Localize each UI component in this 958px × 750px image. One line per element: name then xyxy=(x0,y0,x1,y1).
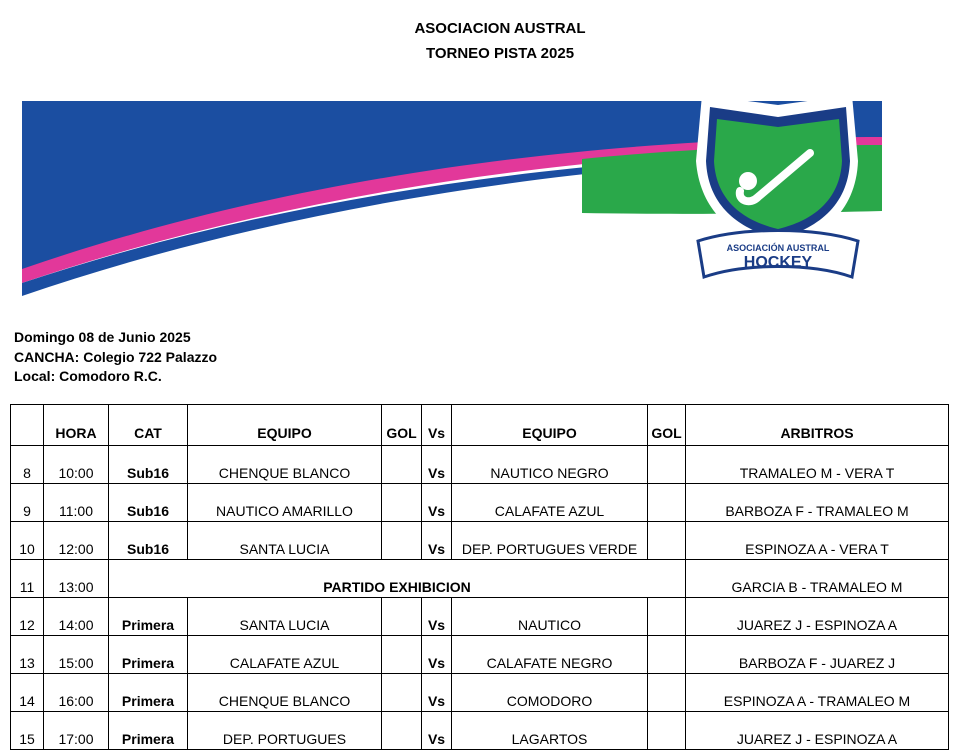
match-gol-1 xyxy=(382,484,422,522)
match-gol-1 xyxy=(382,636,422,674)
match-equipo-1: CHENQUE BLANCO xyxy=(188,674,382,712)
match-vs: Vs xyxy=(422,712,452,750)
match-arbitros: JUAREZ J - ESPINOZA A xyxy=(686,598,949,636)
match-arbitros: GARCIA B - TRAMALEO M xyxy=(686,560,949,598)
match-num: 13 xyxy=(11,636,44,674)
match-num: 8 xyxy=(11,446,44,484)
match-cat: Primera xyxy=(109,674,188,712)
match-hora: 12:00 xyxy=(44,522,109,560)
match-num: 12 xyxy=(11,598,44,636)
logo-ribbon-text: ASOCIACIÓN AUSTRAL xyxy=(726,243,830,253)
match-vs: Vs xyxy=(422,522,452,560)
match-equipo-2: NAUTICO NEGRO xyxy=(452,446,648,484)
schedule-table xyxy=(10,404,949,750)
match-hora: 14:00 xyxy=(44,598,109,636)
match-equipo-2: CALAFATE NEGRO xyxy=(452,636,648,674)
match-arbitros: BARBOZA F - TRAMALEO M xyxy=(686,484,949,522)
table-row xyxy=(11,446,949,484)
logo-hockey-word: HOCKEY xyxy=(743,254,813,271)
match-gol-2 xyxy=(648,674,686,712)
match-arbitros: BARBOZA F - JUAREZ J xyxy=(686,636,949,674)
match-vs: Vs xyxy=(422,636,452,674)
match-hora: 10:00 xyxy=(44,446,109,484)
match-arbitros: ESPINOZA A - TRAMALEO M xyxy=(686,674,949,712)
match-vs: Vs xyxy=(422,484,452,522)
col-equipo-2: EQUIPO xyxy=(452,405,648,446)
match-equipo-1: CHENQUE BLANCO xyxy=(188,446,382,484)
col-equipo-1: EQUIPO xyxy=(188,405,382,446)
match-cat: Sub16 xyxy=(109,446,188,484)
match-gol-2 xyxy=(648,484,686,522)
col-hora: HORA xyxy=(44,405,109,446)
match-gol-2 xyxy=(648,522,686,560)
match-hora: 13:00 xyxy=(44,560,109,598)
match-num: 15 xyxy=(11,712,44,750)
table-row xyxy=(11,712,949,750)
match-hora: 17:00 xyxy=(44,712,109,750)
match-equipo-2: COMODORO xyxy=(452,674,648,712)
table-row xyxy=(11,560,949,598)
match-arbitros: TRAMALEO M - VERA T xyxy=(686,446,949,484)
match-vs: Vs xyxy=(422,446,452,484)
col-gol-2: GOL xyxy=(648,405,686,446)
table-row xyxy=(11,598,949,636)
match-equipo-2: LAGARTOS xyxy=(452,712,648,750)
match-cat: Primera xyxy=(109,636,188,674)
match-vs: Vs xyxy=(422,674,452,712)
match-equipo-1: NAUTICO AMARILLO xyxy=(188,484,382,522)
banner-logo xyxy=(22,101,882,301)
match-cat: Primera xyxy=(109,598,188,636)
match-hora: 11:00 xyxy=(44,484,109,522)
match-equipo-1: DEP. PORTUGUES xyxy=(188,712,382,750)
match-equipo-1: CALAFATE AZUL xyxy=(188,636,382,674)
match-equipo-2: CALAFATE AZUL xyxy=(452,484,648,522)
match-gol-2 xyxy=(648,636,686,674)
match-equipo-1: SANTA LUCIA xyxy=(188,522,382,560)
table-row xyxy=(11,484,949,522)
match-gol-1 xyxy=(382,446,422,484)
match-num: 9 xyxy=(11,484,44,522)
event-local: Local: Comodoro R.C. xyxy=(14,368,162,384)
match-gol-2 xyxy=(648,712,686,750)
match-gol-1 xyxy=(382,522,422,560)
match-gol-2 xyxy=(648,446,686,484)
table-row xyxy=(11,522,949,560)
col-arbitros: ARBITROS xyxy=(686,405,949,446)
col-vs: Vs xyxy=(422,405,452,446)
table-row xyxy=(11,674,949,712)
match-num: 14 xyxy=(11,674,44,712)
match-cat: Primera xyxy=(109,712,188,750)
match-equipo-2: NAUTICO xyxy=(452,598,648,636)
match-num: 11 xyxy=(11,560,44,598)
match-gol-2 xyxy=(648,598,686,636)
match-hora: 15:00 xyxy=(44,636,109,674)
event-venue: CANCHA: Colegio 722 Palazzo xyxy=(14,349,218,365)
match-equipo-2: DEP. PORTUGUES VERDE xyxy=(452,522,648,560)
match-vs: Vs xyxy=(422,598,452,636)
match-gol-1 xyxy=(382,674,422,712)
match-gol-1 xyxy=(382,712,422,750)
col-gol-1: GOL xyxy=(382,405,422,446)
match-arbitros: ESPINOZA A - VERA T xyxy=(686,522,949,560)
match-num: 10 xyxy=(11,522,44,560)
match-cat: Sub16 xyxy=(109,484,188,522)
match-gol-1 xyxy=(382,598,422,636)
match-cat: Sub16 xyxy=(109,522,188,560)
col-cat: CAT xyxy=(109,405,188,446)
table-header-row xyxy=(11,405,949,446)
match-exhibicion: PARTIDO EXHIBICION xyxy=(109,560,686,598)
match-arbitros: JUAREZ J - ESPINOZA A xyxy=(686,712,949,750)
col-num xyxy=(11,405,44,446)
match-hora: 16:00 xyxy=(44,674,109,712)
table-row xyxy=(11,636,949,674)
event-date: Domingo 08 de Junio 2025 xyxy=(14,329,191,345)
match-equipo-1: SANTA LUCIA xyxy=(188,598,382,636)
title-line-2: TORNEO PISTA 2025 xyxy=(425,45,575,62)
title-line-1: ASOCIACION AUSTRAL xyxy=(414,20,586,37)
